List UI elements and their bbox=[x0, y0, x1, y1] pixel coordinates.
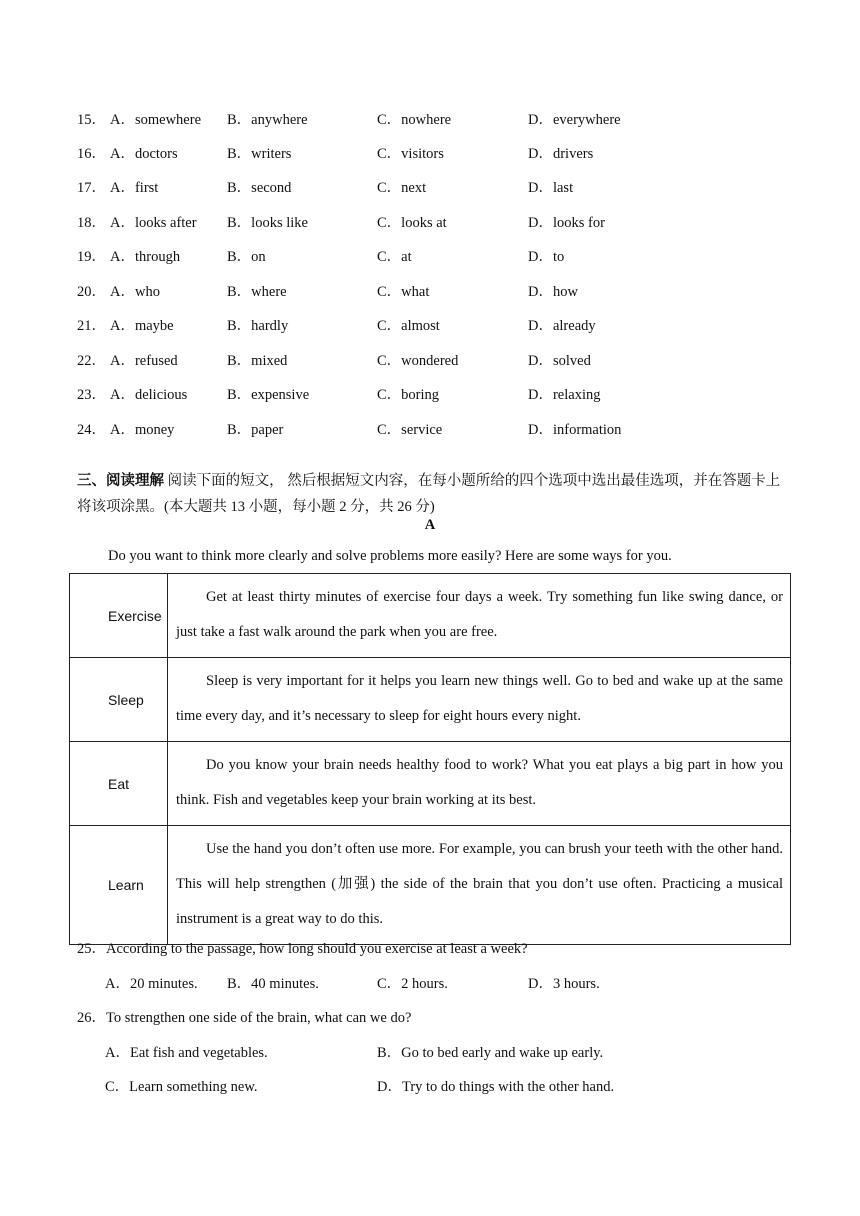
question-number: 20． bbox=[77, 284, 106, 300]
option-b: B．Go to bed early and wake up early. bbox=[377, 1045, 604, 1061]
tip-text: Use the hand you don’t often use more. For example, you can brush your teeth with the other hand. This will help strengthen (加强) the side of the brain that you don’t use often. Practicing a musical instrument is a great way to do this. bbox=[168, 826, 791, 945]
option-a: A．looks after bbox=[110, 215, 197, 231]
option-c: C．Learn something new. bbox=[105, 1079, 258, 1095]
option-d: D．Try to do things with the other hand. bbox=[377, 1079, 615, 1095]
passage-intro: Do you want to think more clearly and solve problems more easily? Here are some ways for you. bbox=[108, 548, 672, 564]
question-number: 15． bbox=[77, 112, 106, 128]
option-c: C．boring bbox=[377, 387, 440, 403]
passage-label: A bbox=[424, 517, 436, 533]
option-b: B．anywhere bbox=[227, 112, 308, 128]
option-b: B．mixed bbox=[227, 353, 288, 369]
option-b: B．on bbox=[227, 249, 266, 265]
table-row bbox=[70, 742, 791, 826]
tip-text: Get at least thirty minutes of exercise four days a week. Try something fun like swing dance, or just take a fast walk around the park when you are free. bbox=[168, 574, 791, 658]
option-c: C．nowhere bbox=[377, 112, 452, 128]
option-a: A．maybe bbox=[110, 318, 174, 334]
question-number: 17． bbox=[77, 180, 106, 196]
option-d: D．to bbox=[528, 249, 565, 265]
tip-label: Sleep bbox=[70, 658, 168, 742]
option-d: D．information bbox=[528, 422, 622, 438]
option-b: B．looks like bbox=[227, 215, 308, 231]
question-number: 19． bbox=[77, 249, 106, 265]
option-b: B．writers bbox=[227, 146, 292, 162]
option-d: D．looks for bbox=[528, 215, 605, 231]
option-a: A．20 minutes. bbox=[105, 976, 198, 992]
question-26: 26．To strengthen one side of the brain, what can we do? bbox=[77, 1010, 412, 1026]
option-a: A．doctors bbox=[110, 146, 178, 162]
option-c: C．service bbox=[377, 422, 443, 438]
tip-text: Sleep is very important for it helps you learn new things well. Go to bed and wake up at the same time every day, and it’s necessary to sleep for eight hours every night. bbox=[168, 658, 791, 742]
option-c: C．almost bbox=[377, 318, 440, 334]
option-c: C．what bbox=[377, 284, 430, 300]
option-a: A．through bbox=[110, 249, 181, 265]
option-d: D．relaxing bbox=[528, 387, 601, 403]
option-c: C．looks at bbox=[377, 215, 447, 231]
tips-table bbox=[69, 573, 791, 945]
option-d: D．solved bbox=[528, 353, 591, 369]
question-number: 18． bbox=[77, 215, 106, 231]
option-a: A．Eat fish and vegetables. bbox=[105, 1045, 268, 1061]
option-b: B．second bbox=[227, 180, 292, 196]
option-b: B．expensive bbox=[227, 387, 310, 403]
question-number: 21． bbox=[77, 318, 106, 334]
option-b: B．paper bbox=[227, 422, 284, 438]
option-d: D．already bbox=[528, 318, 596, 334]
table-row bbox=[70, 658, 791, 742]
question-number: 23． bbox=[77, 387, 106, 403]
option-c: C．wondered bbox=[377, 353, 459, 369]
option-c: C．visitors bbox=[377, 146, 444, 162]
option-d: D．everywhere bbox=[528, 112, 621, 128]
question-25: 25．According to the passage, how long should you exercise at least a week? bbox=[77, 941, 528, 957]
option-d: D．how bbox=[528, 284, 578, 300]
table-row bbox=[70, 826, 791, 945]
option-a: A．who bbox=[110, 284, 160, 300]
option-c: C．at bbox=[377, 249, 412, 265]
option-d: D．3 hours. bbox=[528, 976, 600, 992]
section-heading: 三、阅读理解 bbox=[77, 473, 164, 489]
option-d: D．last bbox=[528, 180, 574, 196]
tip-text: Do you know your brain needs healthy food to work? What you eat plays a big part in how you think. Fish and vegetables keep your brain working at its best. bbox=[168, 742, 791, 826]
option-d: D．drivers bbox=[528, 146, 594, 162]
option-b: B．40 minutes. bbox=[227, 976, 319, 992]
tip-label: Eat bbox=[70, 742, 168, 826]
option-a: A．money bbox=[110, 422, 175, 438]
tip-label: Learn bbox=[70, 826, 168, 945]
question-number: 16． bbox=[77, 146, 106, 162]
option-a: A．refused bbox=[110, 353, 178, 369]
table-row bbox=[70, 574, 791, 658]
section-instruction-text: 阅读下面的短文， 然后根据短文内容，在每小题所给的四个选项中选出最佳选项，并在答题卡上将该项涂黑。(本大题共 13 小题，每小题 2 分，共 26 分) bbox=[77, 473, 781, 515]
option-c: C．next bbox=[377, 180, 427, 196]
option-a: A．first bbox=[110, 180, 159, 196]
tip-label: Exercise bbox=[70, 574, 168, 658]
option-b: B．where bbox=[227, 284, 287, 300]
option-a: A．delicious bbox=[110, 387, 188, 403]
option-c: C．2 hours. bbox=[377, 976, 448, 992]
option-a: A．somewhere bbox=[110, 112, 202, 128]
question-number: 24． bbox=[77, 422, 106, 438]
question-number: 22． bbox=[77, 353, 106, 369]
option-b: B．hardly bbox=[227, 318, 289, 334]
section-instructions bbox=[77, 468, 787, 520]
